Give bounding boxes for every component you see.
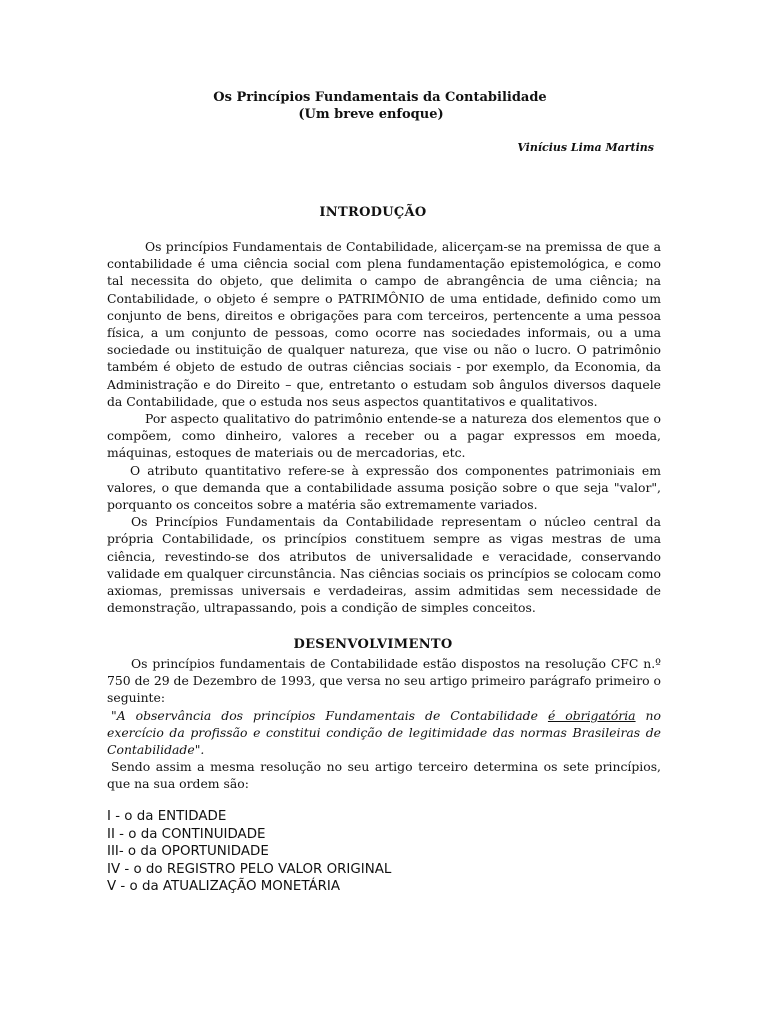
intro-paragraph-3: O atributo quantitativo refere-se à expressão dos componentes patrimoniais em valores, o que demanda que a contabilidade assuma posição sobre o que seja "valor", porquanto os conceitos sobre a matéria são extremamente variados. [107,462,661,513]
quote-text-start: "A observância dos princípios Fundamentais de Contabilidade [111,707,548,723]
development-paragraph-1: Os princípios fundamentais de Contabilidade estão dispostos na resolução CFC n.º 750 de 29 de Dezembro de 1993, que versa no seu artigo primeiro parágrafo primeiro o seguinte: [107,656,661,706]
intro-paragraph-1: Os princípios Fundamentais de Contabilidade, alicerçam-se na premissa de que a contabilidade é uma ciência social com plena fundamentação epistemológica, e como tal necessita do objeto, que delimita o campo de abrangência de uma ciência; na Contabilidade, o objeto é sempre o PATRIMÔNIO de uma entidade, definido como um conjunto de bens, direitos e obrigações para com terceiros, pertencente a uma pessoa física, a um conjunto de pessoas, como ocorre nas sociedades informais, ou a uma sociedade ou instituição de qualquer natureza, que vise ou não o lucro. O patrimônio também é objeto de estudo de outras ciências sociais - por exemplo, da Economia, da Administração e do Direito – que, entretanto o estudam sob ângulos diversos daquele da Contabilidade, que o estuda nos seus aspectos quantitativos e qualitativos. [107,239,661,409]
list-item: III- o da OPORTUNIDADE [107,844,269,859]
intro-paragraph-2: Por aspecto qualitativo do patrimônio entende-se a natureza dos elementos que o compõem, como dinheiro, valores a receber ou a pagar expressos em moeda, máquinas, estoques de materiais ou de mercadorias, etc. [107,411,661,461]
principles-list [107,808,391,896]
intro-section [107,238,661,616]
list-item: I - o da ENTIDADE [107,809,227,824]
resolution-quote [107,707,661,759]
development-section [107,655,661,793]
intro-paragraph-4: Os Princípios Fundamentais da Contabilidade representam o núcleo central da própria Contabilidade, os princípios constituem sempre as vigas mestras de uma ciência, revestindo-se dos atributos de universalidade e veracidade, conservando validade em qualquer circunstância. Nas ciências sociais os princípios se colocam como axiomas, premissas universais e verdadeiras, assim admitidas sem necessidade de demonstração, ultrapassando, pois a condição de simples conceitos. [107,514,661,616]
intro-heading: INTRODUÇÃO [319,205,427,220]
document-title: Os Princípios Fundamentais da Contabilidade [213,90,547,105]
list-item: V - o da ATUALIZAÇÃO MONETÁRIA [107,879,341,894]
document-subtitle: (Um breve enfoque) [298,107,444,122]
development-heading: DESENVOLVIMENTO [293,637,453,652]
list-item: IV - o do REGISTRO PELO VALOR ORIGINAL [107,861,392,877]
list-item: II - o da CONTINUIDADE [107,826,266,842]
quote-underlined-text: é obrigatória [547,707,636,723]
development-paragraph-2: Sendo assim a mesma resolução no seu artigo terceiro determina os sete princípios, que na sua ordem são: [107,759,661,792]
quote-text-end: no exercício da profissão e constitui condição de legitimidade das normas Brasileiras de Contabilidade". [107,707,661,758]
author-name: Vinícius Lima Martins [517,141,654,154]
